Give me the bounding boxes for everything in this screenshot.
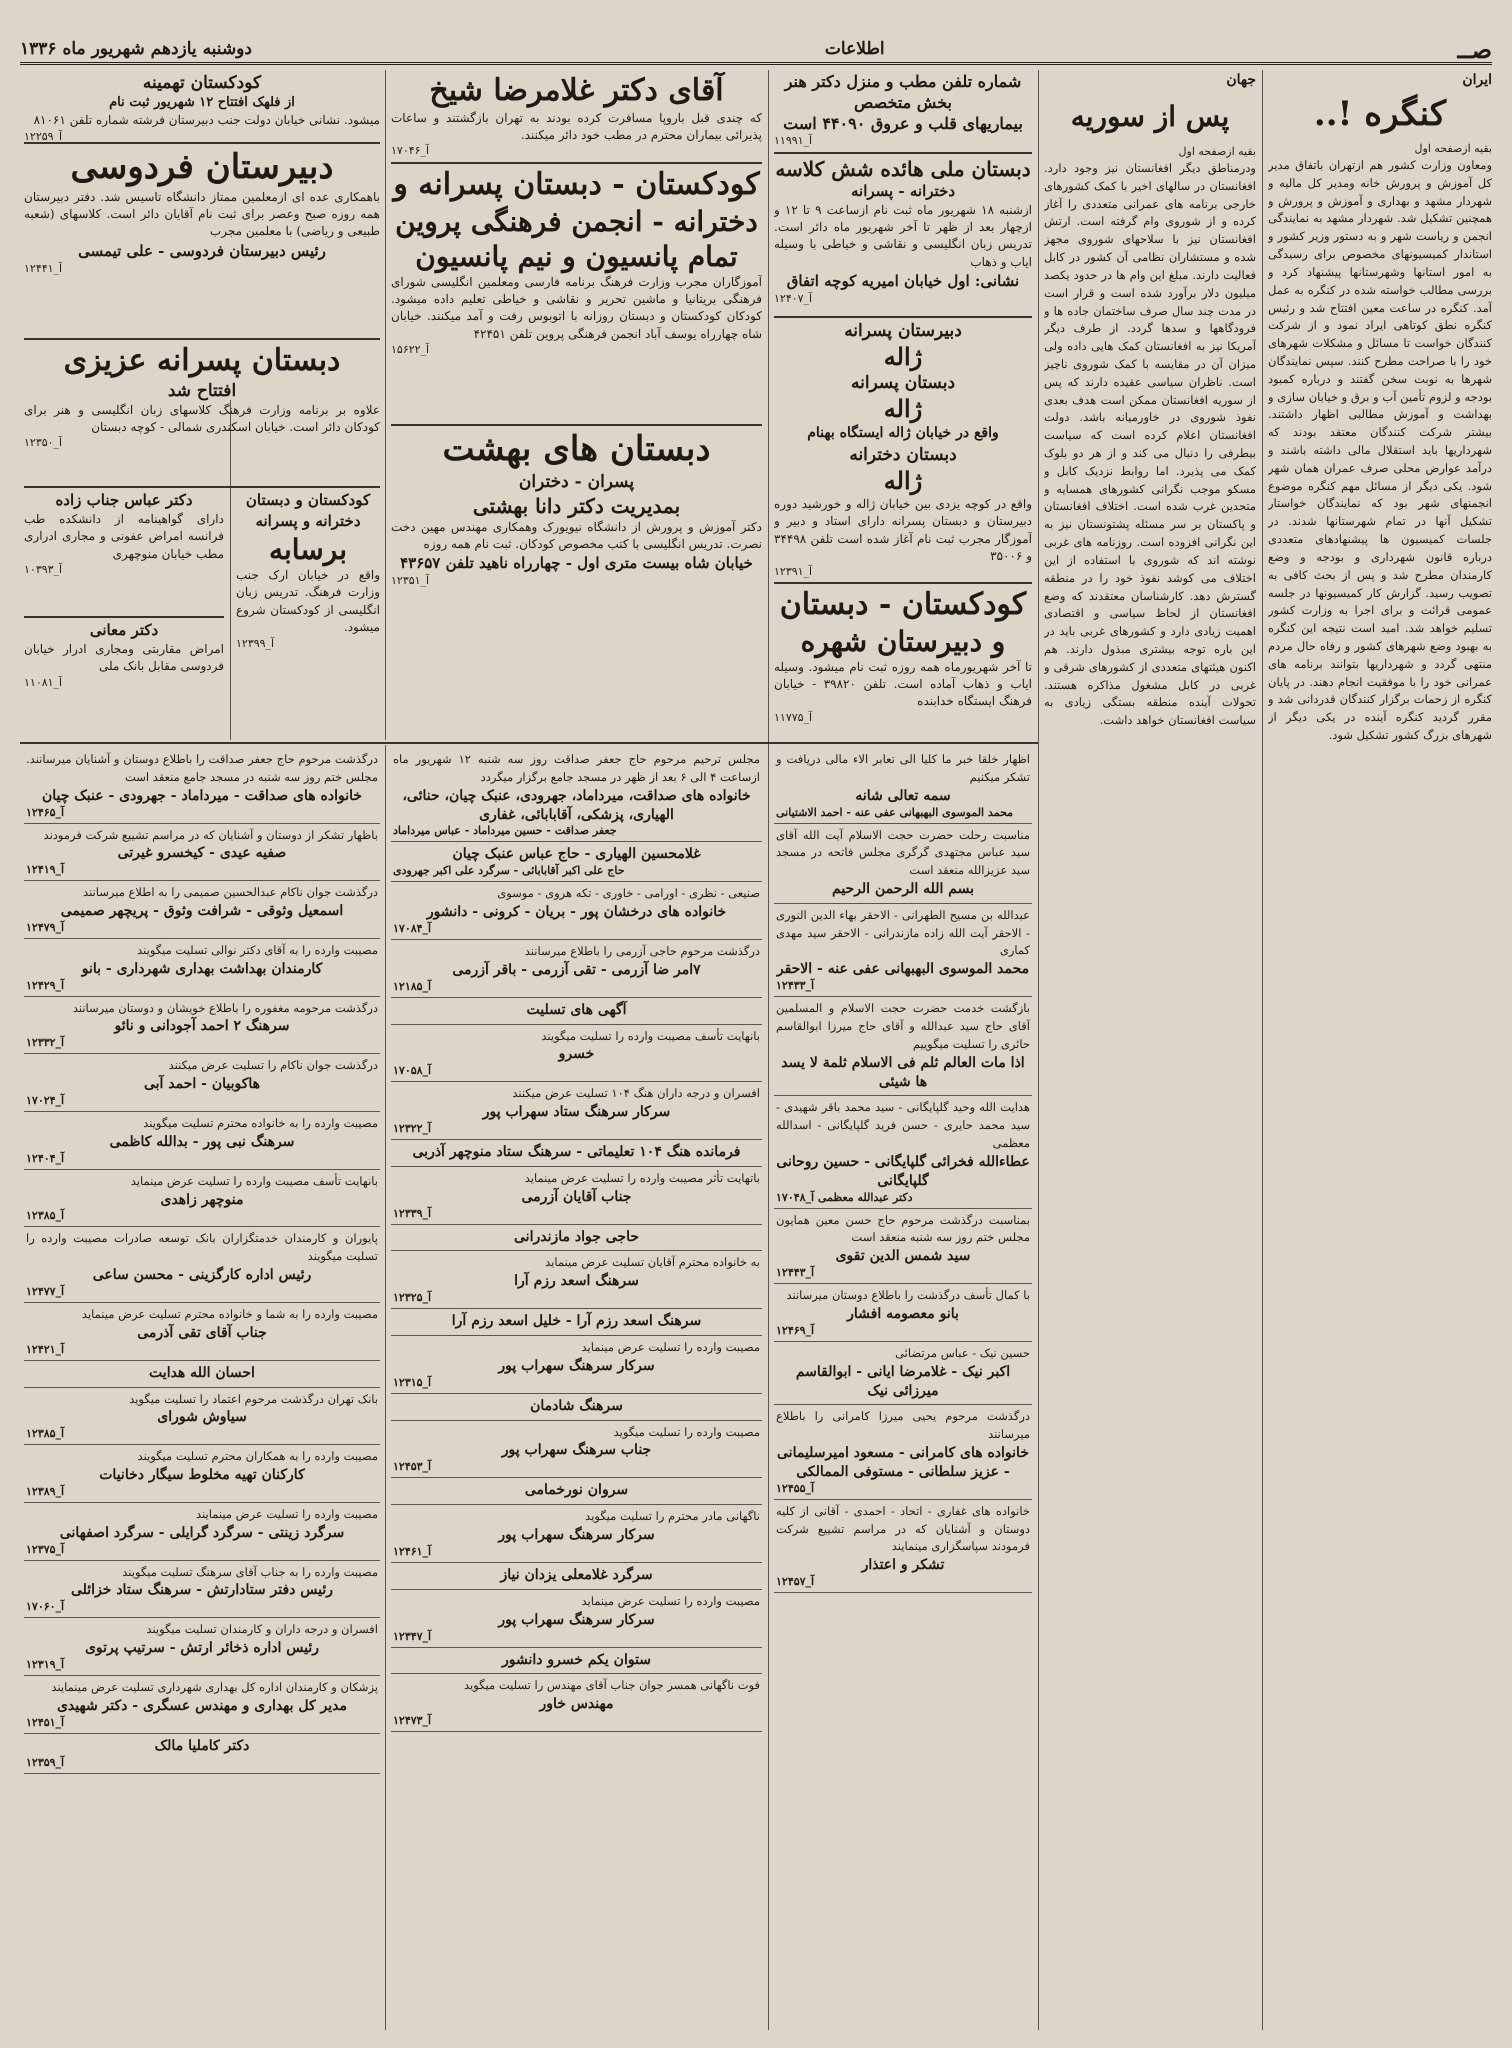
notice-block xyxy=(391,1167,762,1225)
notice-code: آ_۱۲۴۶۵ xyxy=(26,805,65,819)
notice-block xyxy=(391,998,762,1025)
notice-block xyxy=(774,1405,1032,1499)
notice-code: آ_۱۲۴۲۱ xyxy=(26,1342,65,1356)
notice-code: آ_۱۲۳۷۵ xyxy=(26,1542,65,1556)
notice-code: آ_۱۲۴۱۹ xyxy=(26,863,65,877)
section-rule xyxy=(20,742,1038,744)
notice-signature: دکتر عبدالله معظمی آ_۱۷۰۴۸ xyxy=(776,1190,913,1204)
notice-title: سیاوش شورای xyxy=(157,1409,247,1426)
notice-code: آ_۱۲۳۸۹ xyxy=(26,1484,65,1498)
notice-block xyxy=(391,1648,762,1675)
notice-code: آ_۱۲۴۰۴ xyxy=(26,1151,65,1165)
notice-block xyxy=(24,1618,380,1676)
notice-block xyxy=(24,1561,380,1619)
notice-title: خانواده های صداقت، میرداماد، جهرودی، عنبک چیان، حنائی، الهیاری، پزشکی، آقابابائی، غفاری xyxy=(402,787,751,823)
notice-block xyxy=(391,842,762,882)
notice-block xyxy=(391,1478,762,1505)
notice-title: ستوان یکم خسرو دانشور xyxy=(501,1651,652,1668)
notice-block xyxy=(774,904,1032,997)
column-rule xyxy=(768,70,769,2030)
notice-text: پزشکان و کارمندان اداره کل بهداری شهرداری تسلیت عرض مینمایند xyxy=(51,1680,378,1695)
notice-text: مصیبت وارده را به خانواده محترم تسلیت میگویند xyxy=(143,1116,378,1131)
ad-doctor-jenabzadeh: دکتر عباس جناب زاده دارای گواهینامه از دانشکده طب فرانسه امراض عفونی و مجاری ادراری مطب خیابان منوچهری آ_۱۰۳۹۳ xyxy=(24,490,224,618)
notice-text: افسران و درجه داران هنگ ۱۰۴ تسلیت عرض میکنند xyxy=(512,1086,760,1101)
notice-title: خانواده های کامرانی - مسعود امیرسلیمانی - عزیز سلطانی - مستوفی الممالکی xyxy=(777,1445,1029,1480)
notice-code: آ_۱۲۳۱۹ xyxy=(26,1658,65,1672)
notice-block xyxy=(391,1025,762,1083)
notice-code: آ_۱۲۳۵۹ xyxy=(26,1755,65,1769)
notice-signature: آ_۱۷۰۵۸ xyxy=(393,1064,432,1078)
notice-text: حسین نیک - عباس مرتضائی xyxy=(895,1345,1030,1360)
notice-block xyxy=(24,1503,380,1561)
notice-title: صفیه عیدی - کیخسرو غیرتی xyxy=(117,845,287,862)
notice-title: سرهنگ شادمان xyxy=(530,1397,623,1414)
notice-text: مصیبت وارده را تسلیت میگوید xyxy=(613,1424,760,1439)
notice-text: درگذشت مرحوم حاجی آزرمی را باطلاع میرسانند xyxy=(524,944,760,958)
notice-title: سرهنگ اسعد رزم آرا xyxy=(514,1273,639,1290)
notice-text: بانک تهران درگذشت مرحوم اعتماد را تسلیت میگوید xyxy=(129,1391,378,1406)
notice-block xyxy=(391,1336,762,1394)
notice-text: مناسبت رحلت حضرت حجت الاسلام آیت الله آقای سید عباس مجتهدی گرگری مجلس فاتحه در مسجد سید عزیزالله منعقد است xyxy=(776,827,1030,878)
notice-title: سرهنگ نبی پور - بدالله کاظمی xyxy=(109,1133,295,1150)
notice-block xyxy=(391,1082,762,1140)
ad-doctor-maani: دکتر معانی امراض مقاربتی ومجاری ادرار خیابان فردوسی مقابل بانک ملی آ_۱۱۰۸۱ xyxy=(24,621,224,689)
notice-block xyxy=(774,748,1032,824)
notice-title: سرهنگ اسعد رزم آرا - خلیل اسعد رزم آرا xyxy=(451,1313,702,1330)
column-rule xyxy=(385,70,386,740)
notice-block xyxy=(774,824,1032,904)
article-body: ومعاون وزارت کشور هم ازتهران باتفاق مدیر کل آموزش و پرورش خانه ومدیر کل مالیه و شهردار مشهد و بهداری و آموزش و پرورش و همچنین تشکیل شد. شهردار مشهد به نمایندگی انجمن و ریاست شهر و به دستور وزیر کشور و استاندار کمیسیونهای مخصوص برای رسیدگی به امور استانها وشهرستانها پیشنهاد کرد و بررسی مطالب خواسته شده در کنگره به عمل آمد. کنگره در ساعت معین افتتاح شد و رئیس کنگره نطق کوتاهی ایراد نمود و از شرکت کنندگان خواست تا مسائل و مشکلات شهرهای خود را با صراحت مطرح کنند. سپس نمایندگان شهرها به نوبت سخن گفتند و درباره کمبود بودجه و لزوم تأمین آب و برق و خیابان سازی و بهداشت و آموزش مطالبی اظهار داشتند. بیشتر شرکت کنندگان معتقد بودند که شهرداریها باید استقلال مالی داشته باشند و درآمد عوارض محلی صرف عمران همان شهر شود. یکی دیگر از مسائل مهم کنگره موضوع انجمنهای شهر بود که نمایندگان خواستار تشکیل آنها در تمام شهرستانها شدند. در جلسات کمیسیون ها پیشنهادهای متعددی درباره قانون شهرداری و بودجه و وضع کارمندان مطرح شد و پس از بحث کافی به تصویب رسید. گزارش کار کمیسیونها در جلسه عمومی قرائت و برای اجرا به وزارت کشور تسلیم خواهد شد. امید است نتیجه این کنگره به بهبود وضع شهرهای کشور و رفاه حال مردم منتهی گردد و شهرداریها بتوانند برنامه های عمرانی خود را با موفقیت انجام دهند. در پایان کنگره از زحمات برگزار کنندگان قدردانی شد و مقرر گردید کنگره آینده در یکی دیگر از شهرهای بزرگ کشور تشکیل شود. xyxy=(1268,158,1492,743)
notice-title: سید شمس الدین تقوی xyxy=(835,1248,971,1265)
notice-signature: حاج علی اکبر آقابابائی - سرگرد علی اکبر جهرودی xyxy=(393,864,625,878)
article-body: ودرمناطق دیگر افغانستان نیز وجود دارد. افغانستان در سالهای اخیر با کمک کشورهای خارجی برنامه های عمرانی متعددی را آغاز کرده و از شوروی وام گرفته است. ارتش افغانستان نیز با سلاحهای شوروی مجهز شده و مستشاران نظامی آن کشور در کابل فعالیت دارند. مبلغ این وام ها در حدود یکصد میلیون دلار برآورد شده است و قرار است در مدت چند سال صرف ساختمان جاده ها و فرودگاهها و سدها گردد. از طرف دیگر آمریکا نیز به افغانستان کمک هایی داده ولی میزان آن در مقایسه با کمک شوروی ناچیز است. ناظران سیاسی عقیده دارند که پس از سوریه افغانستان ممکن است هدف بعدی نفوذ شوروی در خاورمیانه باشد. دولت افغانستان اعلام کرده است که سیاست بیطرفی را دنبال می کند و از هر دو بلوک کمک می پذیرد. اما روابط نزدیک کابل و مسکو موجب نگرانی کشورهای همسایه و متحدین غرب شده است. اختلاف افغانستان و پاکستان بر سر مسئله پشتونستان نیز به این نگرانی افزوده است. روزنامه های غربی نوشته اند که شوروی با استفاده از این اختلاف می کوشد نفوذ خود را در منطقه گسترش دهد. کارشناسان معتقدند که وضع افغانستان از لحاظ سیاسی و اقتصادی اهمیت زیادی دارد و کشورهای غربی باید در این باره توجه بیشتری مبذول دارند. هم اکنون هیئتهای متعددی از کشورهای شرقی و غربی در کابل مشغول مذاکره هستند. تحولات آینده منطقه بستگی زیادی به سیاست افغانستان خواهد داشت. xyxy=(1044,161,1256,728)
continued-note: بقیه ازصفحه اول xyxy=(1178,145,1256,158)
ad-school-behesht: دبستان های بهشت پسران - دختران بمدیریت دکتر دانا بهشتی دکتر آموزش و پرورش از دانشگاه نیویورک وهمکاری مهندس مهین دخت نصرت. تدریس انگلیسی با کتب مخصوص کودکان. ثبت نام همه روزه خیابان شاه بیست متری اول - چهارراه ناهید تلفن ۴۳۶۵۷ آ_۱۲۳۵۱ xyxy=(391,429,762,588)
notice-title: سرگرد غلامعلی یزدان نیاز xyxy=(500,1566,653,1583)
notice-block xyxy=(24,1054,380,1112)
notice-code: آ_۱۲۳۸۵ xyxy=(26,1209,65,1223)
notice-title: جناب آقای تقی آذرمی xyxy=(137,1324,267,1341)
ad-school-azizi: دبستان پسرانه عزیزی افتتاح شد علاوه بر برنامه وزارت فرهنگ کلاسهای زبان انگلیسی و هنر برای کودکان دائر است. خیابان اسکندری شمالی - کوچه دبستان آ_۱۲۳۵۰ xyxy=(24,342,380,488)
notice-signature: آ_۱۲۴۵۵ xyxy=(776,1481,815,1495)
notice-block xyxy=(391,748,762,842)
notice-code: آ_۱۷۰۶۰ xyxy=(26,1600,65,1614)
notice-signature: آ_۱۲۳۴۷ xyxy=(393,1629,432,1643)
notice-block xyxy=(774,1500,1032,1593)
ad-school-parvin: کودکستان - دبستان پسرانه و دخترانه - انجمن فرهنگی پروین تمام پانسیون و نیم پانسیون آموزگاران مجرب وزارت فرهنگ برنامه فارسی ومعلمین انگلیسی شورای فرهنگی بریتانیا و ماشین تحریر و نقاشی و خیاطی تعلیم داده میشود. کودکان کودکستان و دبستان روزانه با اتوبوس رفت و آمد میکنند. خیابان شاه چهارراه یوسف آباد انجمن فرهنگی پروین تلفن ۴۲۴۵۱ آ_۱۵۶۲۲ xyxy=(391,166,762,426)
notice-text: هدایت الله وحید گلپایگانی - سید محمد باقر شهیدی - سید محمد حایری - حسن فرید گلپایگانی - اسدالله معظمی xyxy=(776,1100,1030,1151)
notice-title: محمد الموسوی البهبهانی عفی عنه - الاحقر xyxy=(776,961,1030,978)
notice-text: پایوران و کارمندان خدمتگزاران بانک توسعه صادرات مصیبت وارده را تسلیت میگویند xyxy=(26,1231,378,1264)
notice-signature: آ_۱۲۳۲۵ xyxy=(393,1291,432,1305)
notice-title: هاکوبیان - احمد آبی xyxy=(143,1076,261,1093)
continued-note: بقیه ازصفحه اول xyxy=(1414,142,1492,155)
notice-signature: آ_۱۲۳۱۵ xyxy=(393,1375,432,1389)
article-title: کنگره !.. xyxy=(1313,94,1447,134)
notice-block xyxy=(24,1388,380,1446)
notice-signature: جعفر صداقت - حسین میرداماد - عباس میرداماد xyxy=(393,824,617,838)
notice-title: مهندس خاور xyxy=(539,1696,614,1713)
notice-title: ۷امر ضا آزرمی - تقی آزرمی - باقر آزرمی xyxy=(452,961,701,978)
notice-text: مصیبت وارده را تسلیت عرض مینمایند xyxy=(196,1506,378,1521)
notice-title: جناب سرهنگ سهراب پور xyxy=(501,1442,652,1459)
notice-signature: آ_۱۷۰۸۴ xyxy=(393,922,432,935)
notice-block xyxy=(24,881,380,939)
notice-text: درگذشت مرحومه مغفوره را باطلاع خویشان و دوستان میرسانند xyxy=(72,1000,378,1015)
notice-code: آ_۱۲۴۷۷ xyxy=(26,1284,65,1298)
notice-title: احسان الله هدایت xyxy=(149,1364,255,1381)
notice-title: بانو معصومه افشار xyxy=(847,1305,959,1322)
notice-title: خانواده های درخشان پور - بریان - کرونی - دانشور xyxy=(426,904,727,921)
notice-text: بانهایت تأسف مصیبت وارده را تسلیت میگویند xyxy=(541,1028,760,1043)
notice-title: خسرو xyxy=(558,1046,595,1063)
notice-block xyxy=(391,1225,762,1252)
notice-block xyxy=(24,1734,380,1774)
notice-text: عبدالله بن مسیح الطهرانی - الاحقر بهاء الدین النوری - الاحقر آیت الله زاده مازندرانی - الاحقر سید مهدی کماری xyxy=(776,907,1030,958)
notice-signature: آ_۱۲۳۳۹ xyxy=(393,1206,432,1220)
ad-doctor-sheikh: آقای دکتر غلامرضا شیخ که چندی قبل باروپا مسافرت کرده بودند به تهران بازگشتند و ساعات پذیرائی بیماران محترم در مطب خود دائر میکنند. آ_۱۷۰۴۶ xyxy=(391,72,762,164)
notice-block xyxy=(774,1342,1032,1406)
notice-title: رئیس دفتر ستادارتش - سرهنگ ستاد خزائلی xyxy=(70,1582,334,1599)
notice-block xyxy=(24,1112,380,1170)
notice-code: آ_۱۷۰۲۴ xyxy=(26,1094,65,1108)
notice-text: درگذشت مرحوم یحیی میرزا کامرانی را باطلاع میرسانند xyxy=(776,1409,1030,1442)
notice-block xyxy=(774,997,1032,1096)
notice-text: با کمال تأسف درگذشت را باطلاع دوستان میرسانند xyxy=(786,1288,1030,1303)
notice-title: رئیس اداره ذخائر ارتش - سرتیپ پرتوی xyxy=(84,1640,320,1657)
notice-text: خانواده های غفاری - اتحاد - احمدی - آقانی از کلیه دوستان و آشنایان که در مراسم تشییع شرکت فرمودند سپاسگزاری مینمایند xyxy=(776,1503,1030,1554)
column-rule xyxy=(1038,70,1039,2030)
notice-block xyxy=(24,824,380,882)
notice-code: آ_۱۲۴۷۹ xyxy=(26,920,65,934)
notice-block xyxy=(24,997,380,1055)
notice-title: سرکار سرهنگ سهراب پور xyxy=(498,1611,655,1628)
notice-block xyxy=(774,1284,1032,1342)
notice-title: سرکار سرهنگ ستاد سهراب پور xyxy=(482,1104,671,1121)
section-label: جهان xyxy=(1226,72,1256,88)
notice-block xyxy=(391,1590,762,1648)
notice-title: سرکار سرهنگ سهراب پور xyxy=(498,1357,655,1374)
notice-block xyxy=(24,1676,380,1734)
notice-signature: آ_۱۲۴۳۳ xyxy=(776,979,815,993)
column-rule xyxy=(385,745,386,2030)
notice-text: مصیبت وارده را به جناب آقای سرهنگ تسلیت میگویند xyxy=(122,1564,378,1579)
notice-text: درگذشت جوان ناکام عبدالحسین صمیمی را به اطلاع میرسانند xyxy=(83,885,378,900)
notice-block xyxy=(24,1445,380,1503)
notice-title: دکتر کاملیا مالک xyxy=(154,1737,250,1754)
notice-code: آ_۱۲۳۸۵ xyxy=(26,1427,65,1441)
notice-block xyxy=(774,1209,1032,1285)
notice-title: تشکر و اعتذار xyxy=(861,1557,945,1574)
page-number: صــ xyxy=(1457,34,1492,64)
notice-title: حاجی جواد مازندرانی xyxy=(514,1228,639,1245)
notice-title: غلامحسین الهیاری - حاج عباس عنبک چیان xyxy=(452,846,701,863)
notices-right xyxy=(774,748,1032,2028)
notice-title: کارکنان تهیه مخلوط سیگار دخانیات xyxy=(99,1467,305,1484)
notice-text: درگذشت مرحوم حاج جعفر صداقت را باطلاع دوستان و آشنایان میرسانند. مجلس ختم روز سه شنبه در مسجد جامع منعقد است xyxy=(26,752,378,784)
notice-text: صنیعی - نظری - اورامی - خاوری - تکه هروی - موسوی xyxy=(497,886,760,901)
notice-title: عطاءالله فخرائی گلپایگانی - حسین روحانی گلپایگانی xyxy=(776,1153,1030,1189)
notice-text: مصیبت وارده را به آقای دکتر نوالی تسلیت میگویند xyxy=(137,942,378,957)
notice-text: بانهایت تأسف مصیبت وارده را تسلیت عرض مینماید xyxy=(130,1173,378,1188)
ad-school-zhaleh: دبیرستان پسرانه ژاله دبستان پسرانه ژاله واقع در خیابان ژاله ایستگاه بهنام دبستان دخترانه ژاله واقع در کوچه یزدی بین خیابان ژاله و خورشید دوره دبیرستان و دبستان پسرانه دارای استاد و دبیر و آموزگار مجرب ثبت نام آغاز شده است تلفن ۳۴۴۹۸ و ۳۵۰۰۶ آ_۱۲۳۹۱ xyxy=(774,320,1032,584)
notice-text: باظهار تشکر از دوستان و آشنایان که در مراسم تشییع شرکت فرمودند xyxy=(43,827,378,842)
notice-block xyxy=(391,1674,762,1732)
notice-block xyxy=(24,1170,380,1228)
notice-block xyxy=(774,1096,1032,1208)
notice-signature: آ_۱۲۴۶۱ xyxy=(393,1544,432,1558)
notice-text: مصیبت وارده را تسلیت عرض مینماید xyxy=(581,1340,760,1355)
notice-block xyxy=(391,1563,762,1590)
notice-block xyxy=(391,882,762,940)
notices-middle xyxy=(391,748,762,2028)
notice-title: آگهی های تسلیت xyxy=(526,1001,627,1018)
notice-block xyxy=(24,1303,380,1361)
notice-block xyxy=(391,1505,762,1563)
ad-kindergarten-tahmineh: کودکستان تهمینه از فلهک افتتاح ۱۲ شهریور ثبت نام میشود. نشانی خیابان دولت جنب دبیرستان فرشته شماره تلفن ۸۱۰۶۱ آ_۱۲۲۵۹ xyxy=(24,73,380,143)
notice-code: آ_۱۲۳۳۲ xyxy=(26,1036,65,1050)
notice-text: باتهایت تأثر مصیبت وارده را تسلیت عرض مینماید xyxy=(524,1170,760,1185)
notice-block xyxy=(391,1251,762,1309)
page-header xyxy=(20,36,1492,65)
notice-title: سرهنگ ۲ احمد آجودانی و نائو xyxy=(114,1018,290,1035)
iran-column xyxy=(1268,72,1492,2032)
notice-signature: آ_۱۲۴۵۳ xyxy=(393,1460,432,1474)
notice-text: اظهار خلقا خبر ما کلیا الی تعابر الاء مالی دریافت و تشکر میکنیم xyxy=(776,752,1030,784)
article-title: پس از سوریه xyxy=(1070,100,1230,133)
notice-title: مدیر کل بهداری و مهندس عسگری - دکتر شهیدی xyxy=(56,1697,348,1714)
notice-block xyxy=(391,940,762,998)
notice-signature: آ_۱۲۴۴۳ xyxy=(776,1266,815,1280)
notice-title: منوچهر زاهدی xyxy=(160,1191,244,1208)
notice-title: سروان نورخمامی xyxy=(524,1482,629,1499)
notice-text: بازگشت خدمت حضرت حجت الاسلام و المسلمین آقای حاج سید عبدالله و آقای حاج میرزا ابوالقاسم حائری را تسلیت میگوییم xyxy=(776,1001,1030,1051)
notice-code: آ_۱۲۴۲۹ xyxy=(26,978,65,992)
section-label: ایران xyxy=(1462,72,1492,88)
ad-school-ferdowsi: دبیرستان فردوسی باهمکاری عده ای ازمعلمین ممتاز دانشگاه تاسیس شد. دفتر دبیرستان همه روزه صبح وعصر برای ثبت نام آقایان دائر است. کلاسهای (شعبه طبیعی و ریاضی) با معلمین مجرب رئیس دبیرستان فردوسی - علی تیمسی آ_۱۲۴۴۱ xyxy=(24,146,380,340)
notice-text: ناگهانی مادر محترم را تسلیت میگوید xyxy=(585,1509,760,1524)
ad-school-barsabeh: کودکستان و دبستان دخترانه و پسرانه برسابه واقع در خیابان ارک جنب وزارت فرهنگ. تدریس زبان انگلیسی از کودکستان شروع میشود. آ_۱۲۳۹۹ xyxy=(236,491,380,650)
notice-block xyxy=(391,1421,762,1479)
notice-block xyxy=(24,748,380,824)
notice-title: رئیس اداره کارگزینی - محسن ساعی xyxy=(92,1267,312,1284)
notice-block xyxy=(391,1140,762,1167)
notice-text: درگذشت جوان ناکام را تسلیت عرض میکنند xyxy=(168,1058,378,1073)
notice-signature: آ_۱۲۴۷۳ xyxy=(393,1714,432,1728)
notice-block xyxy=(391,1394,762,1421)
notice-title: فرمانده هنگ ۱۰۴ تعلیماتی - سرهنگ ستاد منوچهر آذربی xyxy=(412,1144,741,1160)
notice-title: سمه تعالی شانه xyxy=(855,787,951,804)
notice-title: سرکار سرهنگ سهراب پور xyxy=(498,1527,655,1544)
notice-title: جناب آقایان آزرمی xyxy=(521,1188,632,1205)
notice-title: اسمعیل وثوقی - شرافت وثوق - پریچهر صمیمی xyxy=(60,903,344,920)
notice-text: به خانواده محترم آقایان تسلیت عرض مینماید xyxy=(545,1255,760,1270)
ad-school-haede: دبستان ملی هائده شش کلاسه دخترانه - پسرانه ازشنبه ۱۸ شهریور ماه ثبت نام ازساعت ۹ تا ۱۲ و ازچهار بعد از ظهر تا آخر شهریور ماه دائر است. تدریس زبان انگلیسی و نقاشی و خیاطی با وسیله ایاب و ذهاب نشانی: اول خیابان امیریه کوچه اتفاق آ_۱۲۴۰۷ xyxy=(774,156,1032,318)
notice-signature: آ_۱۲۱۸۵ xyxy=(393,979,432,993)
issue-date: دوشنبه یازدهم شهریور ماه ۱۳۳۶ xyxy=(20,39,252,59)
notice-title: خانواده های صداقت - میرداماد - جهرودی - عنبک چیان xyxy=(41,787,363,804)
notice-text: مجلس ترحیم مرحوم حاج جعفر صداقت روز سه شنبه ۱۲ شهریور ماه ازساعت ۴ الی ۶ بعد از ظهر در مسجد جامع برگزار میگردد xyxy=(393,752,761,784)
notice-block xyxy=(24,939,380,997)
notice-signature: محمد الموسوی البهبهانی عفی عنه - احمد الاشتیانی xyxy=(776,805,1014,819)
notice-text: مصیبت وارده را به همکاران محترم تسلیت میگویند xyxy=(137,1449,378,1464)
world-column xyxy=(1044,72,1256,2032)
notice-text: مصیبت وارده را تسلیت عرض مینماید xyxy=(581,1593,760,1608)
notice-signature: آ_۱۲۳۲۲ xyxy=(393,1122,432,1135)
notice-text: فوت ناگهانی همسر جوان جناب آقای مهندس را تسلیت میگوید xyxy=(464,1678,760,1693)
notice-signature: آ_۱۲۴۶۹ xyxy=(776,1323,815,1337)
notice-code: آ_۱۲۴۵۱ xyxy=(26,1715,65,1729)
notice-block xyxy=(24,1227,380,1303)
paper-name: اطلاعات xyxy=(824,39,885,59)
notice-title: بسم الله الرحمن الرحیم xyxy=(832,880,974,897)
notice-text: مصیبت وارده را به شما و خانواده محترم تسلیت عرض مینماید xyxy=(81,1306,378,1321)
ad-doctor-honarbakhsh: شماره تلفن مطب و منزل دکتر هنر بخش متخصص بیماریهای قلب و عروق ۴۴۰۹۰ است آ_۱۱۹۹۱ xyxy=(774,72,1032,154)
notice-text: افسران و درجه داران و کارمندان تسلیت میگویند xyxy=(146,1622,378,1637)
notice-title: اکبر نیک - غلامرضا ایانی - ابوالقاسم میرزائی نیک xyxy=(795,1363,1011,1399)
notice-text: بمناسبت درگذشت مرحوم حاج حسن معین همایون مجلس ختم روز سه شنبه منعقد است xyxy=(776,1212,1030,1245)
column-rule xyxy=(1262,70,1263,2030)
notice-block xyxy=(24,1361,380,1388)
notice-title: اذا مات العالم ثلم فی الاسلام ثلمة لا یسد ها شیئی xyxy=(781,1054,1025,1090)
notices-left xyxy=(24,748,380,2028)
notice-block xyxy=(391,1309,762,1336)
ad-school-shohreh: کودکستان - دبستان و دبیرستان شهره تا آخر شهریورماه همه روزه ثبت نام میشود. وسیله ایاب و ذهاب آماده است. تلفن ۳۹۸۲۰ - خیابان فرهنگ ایستگاه خدابنده آ_۱۱۷۷۵ xyxy=(774,587,1032,724)
notice-title: کارمندان بهداشت بهداری شهرداری - بانو xyxy=(81,960,323,977)
notice-title: سرگرد زینتی - سرگرد گرایلی - سرگرد اصفهانی xyxy=(59,1524,345,1541)
notice-signature: آ_۱۲۴۵۷ xyxy=(776,1575,815,1589)
